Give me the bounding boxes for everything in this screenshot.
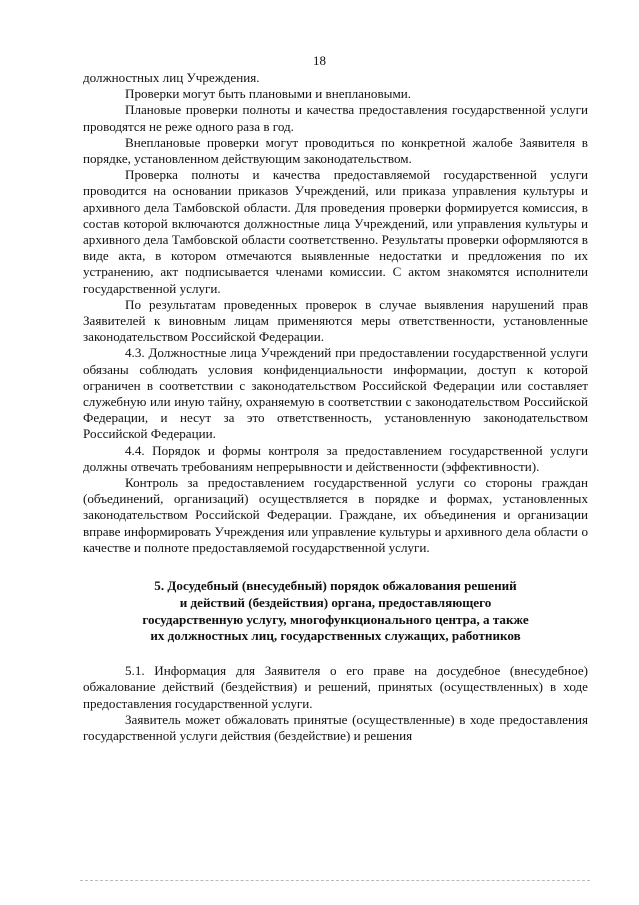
paragraph-9: Контроль за предоставлением государственной услуги со стороны граждан (объединений, организаций) осуществляется в порядке и формах, установленных законодательством Российской Федерации. Граждане, их объединения и организации вправе информировать Учреждения или управление культуры и архивного дела области о качестве и полноте предоставляемой государственной услуги.	[83, 475, 588, 555]
section-title-line-4: их должностных лиц, государственных служащих, работников	[150, 628, 521, 644]
paragraph-4: Внеплановые проверки могут проводиться по конкретной жалобе Заявителя в порядке, установленном действующим законодательством.	[83, 134, 588, 167]
paragraphs-before-section	[83, 70, 588, 556]
section-title-line-2: и действий (бездействия) органа, предоставляющего	[179, 594, 492, 610]
section-title-line-3: государственную услугу, многофункционального центра, а также	[142, 611, 529, 627]
section5-paragraph-1: 5.1. Информация для Заявителя о его праве на досудебное (внесудебное) обжалование действий (бездействия) и решений, принятых (осуществленных) в ходе предоставления государственной услуги.	[83, 663, 588, 711]
paragraph-8: 4.4. Порядок и формы контроля за предоставлением государственной услуги должны отвечать требованиям непрерывности и действенности (эффективности).	[83, 442, 588, 474]
page-bottom-edge	[80, 880, 590, 881]
page-number: 18	[313, 53, 326, 68]
paragraph-1: должностных лиц Учреждения.	[83, 70, 260, 85]
paragraphs-after-section	[83, 663, 588, 744]
paragraph-7: 4.3. Должностные лица Учреждений при предоставлении государственной услуги обязаны соблюдать условия конфиденциальности информации, доступ к которой ограничен в соответствии с законодательством Российской Федерации или составляет служебную или иную тайну, охраняемую в соответствии с законодательством Российской Федерации, и несут за это ответственность, установленную законодательством Российской Федерации.	[83, 345, 588, 442]
section-title-line-1: 5. Досудебный (внесудебный) порядок обжалования решений	[154, 578, 517, 594]
paragraph-2: Проверки могут быть плановыми и внеплановыми.	[125, 86, 412, 102]
section-title	[83, 578, 588, 645]
document-body	[83, 70, 588, 744]
paragraph-5: Проверка полноты и качества предоставляемой государственной услуги проводится на основании приказов Учреждений, или приказа управления культуры и архивного дела Тамбовской области. Для проведения проверки формируется комиссия, в состав которой включаются должностные лица Учреждений, или управления культуры и архивного дела Тамбовской области соответственно. Результаты проверки оформляются в виде акта, в котором отмечаются выявленные недостатки и предложения по их устранению, акт подписывается членами комиссии. С актом знакомятся исполнители государственной услуги.	[83, 167, 588, 296]
paragraph-3: Плановые проверки полноты и качества предоставления государственной услуги проводятся не реже одного раза в год.	[83, 102, 588, 134]
paragraph-6: По результатам проведенных проверок в случае выявления нарушений прав Заявителей к виновным лицам применяются меры ответственности, установленные законодательством Российской Федерации.	[83, 296, 588, 345]
section5-paragraph-2: Заявитель может обжаловать принятые (осуществленные) в ходе предоставления государственной услуги действия (бездействие) и решения	[83, 711, 588, 744]
